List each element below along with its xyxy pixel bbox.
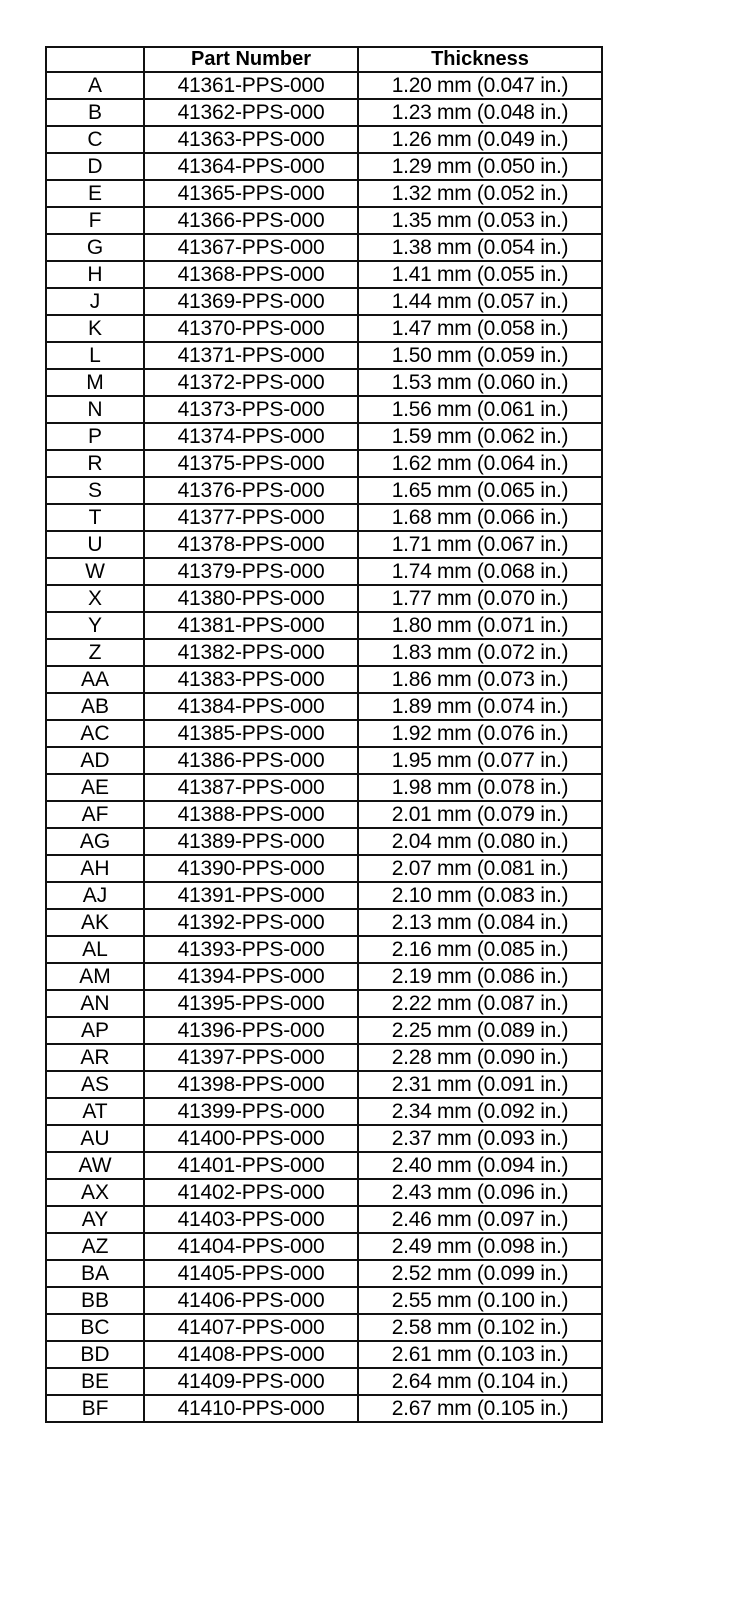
size-code-cell: AS [46, 1071, 144, 1098]
part-number-cell: 41379-PPS-000 [144, 558, 358, 585]
thickness-cell: 2.46 mm (0.097 in.) [358, 1206, 602, 1233]
size-code-cell: X [46, 585, 144, 612]
part-number-cell: 41396-PPS-000 [144, 1017, 358, 1044]
size-code-cell: AD [46, 747, 144, 774]
table-row [46, 774, 602, 801]
size-code-cell: S [46, 477, 144, 504]
table-row [46, 936, 602, 963]
size-code-cell: AM [46, 963, 144, 990]
part-number-cell: 41362-PPS-000 [144, 99, 358, 126]
part-number-cell: 41392-PPS-000 [144, 909, 358, 936]
table-row [46, 855, 602, 882]
table-row [46, 234, 602, 261]
part-number-cell: 41366-PPS-000 [144, 207, 358, 234]
size-code-cell: AA [46, 666, 144, 693]
size-code-cell: AZ [46, 1233, 144, 1260]
thickness-cell: 1.26 mm (0.049 in.) [358, 126, 602, 153]
table-row [46, 423, 602, 450]
table-row [46, 558, 602, 585]
thickness-cell: 1.92 mm (0.076 in.) [358, 720, 602, 747]
thickness-cell: 1.29 mm (0.050 in.) [358, 153, 602, 180]
size-code-cell: U [46, 531, 144, 558]
size-code-cell: AK [46, 909, 144, 936]
part-number-cell: 41370-PPS-000 [144, 315, 358, 342]
table-row [46, 1395, 602, 1422]
header-size-code [46, 47, 144, 72]
table-row [46, 1260, 602, 1287]
size-code-cell: AX [46, 1179, 144, 1206]
part-number-cell: 41410-PPS-000 [144, 1395, 358, 1422]
part-number-cell: 41365-PPS-000 [144, 180, 358, 207]
part-number-cell: 41382-PPS-000 [144, 639, 358, 666]
size-code-cell: R [46, 450, 144, 477]
table-row [46, 1017, 602, 1044]
size-code-cell: AY [46, 1206, 144, 1233]
part-number-cell: 41404-PPS-000 [144, 1233, 358, 1260]
part-number-cell: 41373-PPS-000 [144, 396, 358, 423]
size-code-cell: A [46, 72, 144, 99]
size-code-cell: G [46, 234, 144, 261]
table-row [46, 1044, 602, 1071]
shim-thickness-table [45, 46, 603, 1423]
size-code-cell: T [46, 504, 144, 531]
table-row [46, 909, 602, 936]
table-row [46, 99, 602, 126]
table-row [46, 504, 602, 531]
header-part-number: Part Number [144, 47, 358, 72]
part-number-cell: 41386-PPS-000 [144, 747, 358, 774]
thickness-cell: 1.65 mm (0.065 in.) [358, 477, 602, 504]
size-code-cell: BA [46, 1260, 144, 1287]
thickness-cell: 2.25 mm (0.089 in.) [358, 1017, 602, 1044]
size-code-cell: N [46, 396, 144, 423]
thickness-cell: 1.68 mm (0.066 in.) [358, 504, 602, 531]
thickness-cell: 1.86 mm (0.073 in.) [358, 666, 602, 693]
size-code-cell: AL [46, 936, 144, 963]
table-row [46, 288, 602, 315]
part-number-cell: 41388-PPS-000 [144, 801, 358, 828]
part-number-cell: 41391-PPS-000 [144, 882, 358, 909]
thickness-cell: 1.98 mm (0.078 in.) [358, 774, 602, 801]
size-code-cell: F [46, 207, 144, 234]
table-row [46, 720, 602, 747]
thickness-cell: 2.55 mm (0.100 in.) [358, 1287, 602, 1314]
part-number-cell: 41380-PPS-000 [144, 585, 358, 612]
table-row [46, 990, 602, 1017]
thickness-cell: 2.16 mm (0.085 in.) [358, 936, 602, 963]
thickness-cell: 2.37 mm (0.093 in.) [358, 1125, 602, 1152]
part-number-cell: 41397-PPS-000 [144, 1044, 358, 1071]
thickness-cell: 1.71 mm (0.067 in.) [358, 531, 602, 558]
table-row [46, 207, 602, 234]
part-number-cell: 41377-PPS-000 [144, 504, 358, 531]
thickness-cell: 2.67 mm (0.105 in.) [358, 1395, 602, 1422]
table-row [46, 72, 602, 99]
table-row [46, 612, 602, 639]
size-code-cell: W [46, 558, 144, 585]
part-number-cell: 41403-PPS-000 [144, 1206, 358, 1233]
table-row [46, 585, 602, 612]
part-number-cell: 41375-PPS-000 [144, 450, 358, 477]
table-row [46, 1179, 602, 1206]
thickness-cell: 1.62 mm (0.064 in.) [358, 450, 602, 477]
thickness-cell: 1.35 mm (0.053 in.) [358, 207, 602, 234]
size-code-cell: AU [46, 1125, 144, 1152]
size-code-cell: BF [46, 1395, 144, 1422]
table-row [46, 126, 602, 153]
part-number-cell: 41363-PPS-000 [144, 126, 358, 153]
size-code-cell: AF [46, 801, 144, 828]
size-code-cell: J [46, 288, 144, 315]
table-row [46, 693, 602, 720]
table-row [46, 882, 602, 909]
size-code-cell: H [46, 261, 144, 288]
table-body [46, 72, 602, 1422]
part-number-cell: 41406-PPS-000 [144, 1287, 358, 1314]
thickness-cell: 2.01 mm (0.079 in.) [358, 801, 602, 828]
thickness-cell: 2.40 mm (0.094 in.) [358, 1152, 602, 1179]
table-row [46, 1314, 602, 1341]
thickness-cell: 1.44 mm (0.057 in.) [358, 288, 602, 315]
size-code-cell: AE [46, 774, 144, 801]
thickness-cell: 2.31 mm (0.091 in.) [358, 1071, 602, 1098]
thickness-cell: 2.07 mm (0.081 in.) [358, 855, 602, 882]
part-number-cell: 41390-PPS-000 [144, 855, 358, 882]
table-row [46, 1098, 602, 1125]
thickness-cell: 2.52 mm (0.099 in.) [358, 1260, 602, 1287]
table-row [46, 1233, 602, 1260]
size-code-cell: B [46, 99, 144, 126]
part-number-cell: 41409-PPS-000 [144, 1368, 358, 1395]
size-code-cell: AP [46, 1017, 144, 1044]
size-code-cell: Y [46, 612, 144, 639]
part-number-cell: 41401-PPS-000 [144, 1152, 358, 1179]
table-row [46, 369, 602, 396]
table-row [46, 396, 602, 423]
table-row [46, 261, 602, 288]
shim-table-container [45, 46, 601, 1423]
table-row [46, 342, 602, 369]
thickness-cell: 2.28 mm (0.090 in.) [358, 1044, 602, 1071]
thickness-cell: 1.41 mm (0.055 in.) [358, 261, 602, 288]
thickness-cell: 1.56 mm (0.061 in.) [358, 396, 602, 423]
table-row [46, 1152, 602, 1179]
size-code-cell: AB [46, 693, 144, 720]
size-code-cell: P [46, 423, 144, 450]
table-row [46, 1206, 602, 1233]
thickness-cell: 2.13 mm (0.084 in.) [358, 909, 602, 936]
table-row [46, 477, 602, 504]
size-code-cell: BD [46, 1341, 144, 1368]
table-header-row [46, 47, 602, 72]
part-number-cell: 41361-PPS-000 [144, 72, 358, 99]
part-number-cell: 41384-PPS-000 [144, 693, 358, 720]
part-number-cell: 41364-PPS-000 [144, 153, 358, 180]
part-number-cell: 41387-PPS-000 [144, 774, 358, 801]
thickness-cell: 1.32 mm (0.052 in.) [358, 180, 602, 207]
size-code-cell: AR [46, 1044, 144, 1071]
table-row [46, 531, 602, 558]
size-code-cell: M [46, 369, 144, 396]
part-number-cell: 41407-PPS-000 [144, 1314, 358, 1341]
size-code-cell: AW [46, 1152, 144, 1179]
thickness-cell: 1.77 mm (0.070 in.) [358, 585, 602, 612]
thickness-cell: 2.04 mm (0.080 in.) [358, 828, 602, 855]
thickness-cell: 1.89 mm (0.074 in.) [358, 693, 602, 720]
part-number-cell: 41399-PPS-000 [144, 1098, 358, 1125]
size-code-cell: BE [46, 1368, 144, 1395]
thickness-cell: 2.61 mm (0.103 in.) [358, 1341, 602, 1368]
thickness-cell: 1.23 mm (0.048 in.) [358, 99, 602, 126]
part-number-cell: 41374-PPS-000 [144, 423, 358, 450]
thickness-cell: 2.10 mm (0.083 in.) [358, 882, 602, 909]
part-number-cell: 41372-PPS-000 [144, 369, 358, 396]
part-number-cell: 41393-PPS-000 [144, 936, 358, 963]
thickness-cell: 1.59 mm (0.062 in.) [358, 423, 602, 450]
thickness-cell: 2.19 mm (0.086 in.) [358, 963, 602, 990]
header-thickness: Thickness [358, 47, 602, 72]
table-row [46, 801, 602, 828]
table-row [46, 963, 602, 990]
table-row [46, 666, 602, 693]
size-code-cell: AC [46, 720, 144, 747]
table-row [46, 1071, 602, 1098]
size-code-cell: BB [46, 1287, 144, 1314]
part-number-cell: 41400-PPS-000 [144, 1125, 358, 1152]
thickness-cell: 1.50 mm (0.059 in.) [358, 342, 602, 369]
table-row [46, 1341, 602, 1368]
part-number-cell: 41398-PPS-000 [144, 1071, 358, 1098]
thickness-cell: 1.38 mm (0.054 in.) [358, 234, 602, 261]
part-number-cell: 41368-PPS-000 [144, 261, 358, 288]
part-number-cell: 41405-PPS-000 [144, 1260, 358, 1287]
size-code-cell: C [46, 126, 144, 153]
thickness-cell: 2.49 mm (0.098 in.) [358, 1233, 602, 1260]
table-row [46, 747, 602, 774]
thickness-cell: 2.64 mm (0.104 in.) [358, 1368, 602, 1395]
part-number-cell: 41402-PPS-000 [144, 1179, 358, 1206]
part-number-cell: 41381-PPS-000 [144, 612, 358, 639]
thickness-cell: 1.95 mm (0.077 in.) [358, 747, 602, 774]
thickness-cell: 1.47 mm (0.058 in.) [358, 315, 602, 342]
table-row [46, 1125, 602, 1152]
thickness-cell: 2.58 mm (0.102 in.) [358, 1314, 602, 1341]
table-row [46, 828, 602, 855]
size-code-cell: AJ [46, 882, 144, 909]
part-number-cell: 41408-PPS-000 [144, 1341, 358, 1368]
thickness-cell: 2.43 mm (0.096 in.) [358, 1179, 602, 1206]
size-code-cell: AT [46, 1098, 144, 1125]
thickness-cell: 1.83 mm (0.072 in.) [358, 639, 602, 666]
thickness-cell: 1.74 mm (0.068 in.) [358, 558, 602, 585]
part-number-cell: 41376-PPS-000 [144, 477, 358, 504]
table-row [46, 315, 602, 342]
part-number-cell: 41378-PPS-000 [144, 531, 358, 558]
thickness-cell: 2.22 mm (0.087 in.) [358, 990, 602, 1017]
thickness-cell: 1.53 mm (0.060 in.) [358, 369, 602, 396]
part-number-cell: 41394-PPS-000 [144, 963, 358, 990]
size-code-cell: BC [46, 1314, 144, 1341]
size-code-cell: AG [46, 828, 144, 855]
part-number-cell: 41371-PPS-000 [144, 342, 358, 369]
part-number-cell: 41369-PPS-000 [144, 288, 358, 315]
table-row [46, 153, 602, 180]
part-number-cell: 41367-PPS-000 [144, 234, 358, 261]
table-row [46, 1368, 602, 1395]
part-number-cell: 41389-PPS-000 [144, 828, 358, 855]
thickness-cell: 1.80 mm (0.071 in.) [358, 612, 602, 639]
thickness-cell: 1.20 mm (0.047 in.) [358, 72, 602, 99]
size-code-cell: AN [46, 990, 144, 1017]
part-number-cell: 41395-PPS-000 [144, 990, 358, 1017]
size-code-cell: Z [46, 639, 144, 666]
part-number-cell: 41383-PPS-000 [144, 666, 358, 693]
size-code-cell: AH [46, 855, 144, 882]
part-number-cell: 41385-PPS-000 [144, 720, 358, 747]
size-code-cell: E [46, 180, 144, 207]
table-row [46, 450, 602, 477]
size-code-cell: D [46, 153, 144, 180]
table-row [46, 180, 602, 207]
thickness-cell: 2.34 mm (0.092 in.) [358, 1098, 602, 1125]
size-code-cell: K [46, 315, 144, 342]
table-row [46, 639, 602, 666]
table-row [46, 1287, 602, 1314]
size-code-cell: L [46, 342, 144, 369]
